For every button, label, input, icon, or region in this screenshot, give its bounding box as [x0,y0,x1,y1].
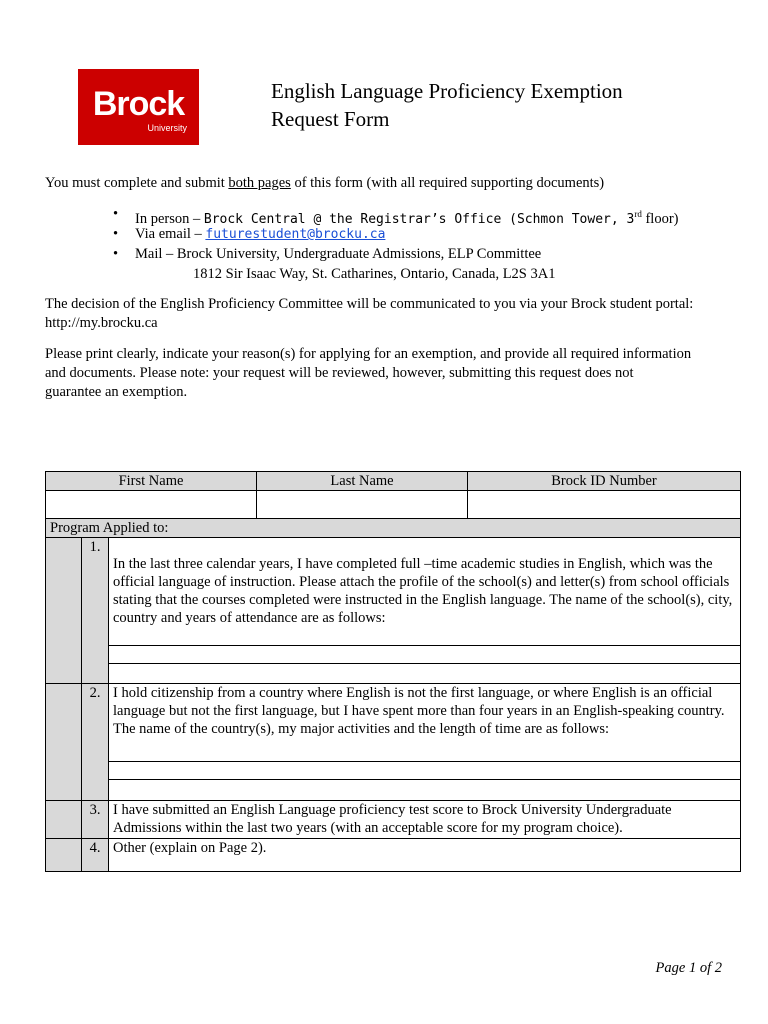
page-number: Page 1 of 2 [655,960,722,976]
bullet-icon: • [113,206,119,222]
reason-2-number: 2. [82,684,109,801]
both-pages-emphasis: both pages [228,175,291,191]
bullet-icon: • [113,246,119,262]
decision-text: The decision of the English Proficiency Committee will be communicated to you via your Brock student portal: http://my.brocku.ca [45,296,694,331]
reason-1-number: 1. [82,538,109,684]
reason-1-text: In the last three calendar years, I have completed full –time academic studies in English, which was the official language of instruction. Please attach the profile of the school(s) and letter(s) from school officials stating that the courses completed were instructed in the English language. The name of the school(s), city, country and years of attendance are as follows: [109,538,741,646]
brock-id-field[interactable] [468,491,741,519]
reason-4-row [46,839,741,872]
reason-1-answer-2[interactable] [109,664,741,684]
bullet-mail: • Mail – Brock University, Undergraduate Admissions, ELP Committee [135,244,541,265]
reason-4-number: 4. [82,839,109,872]
bullet-email: • Via email – futurestudent@brocku.ca [135,224,385,246]
first-name-field[interactable] [46,491,257,519]
mail-address: 1812 Sir Isaac Way, St. Catharines, Ontario, Canada, L2S 3A1 [193,266,556,282]
reason-1-line-1 [46,646,741,664]
email-link[interactable]: futurestudent@brocku.ca [205,227,386,242]
portal-link[interactable]: http://my.brocku.ca [45,315,158,331]
reason-2-answer-2[interactable] [109,780,741,801]
brock-logo [78,69,199,145]
reason-4-text: Other (explain on Page 2). [109,839,741,872]
logo-brand: Brock [92,85,185,123]
application-form-table [45,471,741,872]
program-label: Program Applied to: [46,519,741,538]
logo-sub: University [147,123,187,133]
reason-3-text: I have submitted an English Language proficiency test score to Brock University Undergraduate Admissions within the last two years (with an acceptable score for my program choice). [109,801,741,839]
form-title [271,77,721,133]
title-line2: Request Form [271,107,390,131]
reason-3-row [46,801,741,839]
bullet-in-person: • In person – Brock Central @ the Registrar’s Office (Schmon Tower, 3rd floor) [113,206,679,227]
table-header-row [46,472,741,491]
title-line1: English Language Proficiency Exemption [271,79,623,103]
reason-2-line-1 [46,762,741,780]
reason-2-row [46,684,741,762]
name-input-row [46,491,741,519]
reason-1-line-2 [46,664,741,684]
reason-2-line-2 [46,780,741,801]
reason-2-answer-1[interactable] [109,762,741,780]
program-row [46,519,741,538]
reason-1-answer-1[interactable] [109,646,741,664]
reason-1-row [46,538,741,646]
bullet-icon: • [113,226,119,242]
brock-id-header: Brock ID Number [468,472,741,491]
reason-2-text: I hold citizenship from a country where English is not the first language, or where English is an official language but not the first language, but I have spent more than four years in an English-speaking country. The name of the country(s), my major activities and the length of time are as follows: [109,684,741,762]
last-name-header: Last Name [257,472,468,491]
last-name-field[interactable] [257,491,468,519]
instructions-text: Please print clearly, indicate your reason(s) for applying for an exemption, and provide all required information and documents. Please note: your request will be reviewed, however, submitting this request does not guarantee an exemption. [45,346,692,400]
first-name-header: First Name [46,472,257,491]
reason-3-number: 3. [82,801,109,839]
intro-text: You must complete and submit both pages of this form (with all required supporting documents) [45,175,605,191]
